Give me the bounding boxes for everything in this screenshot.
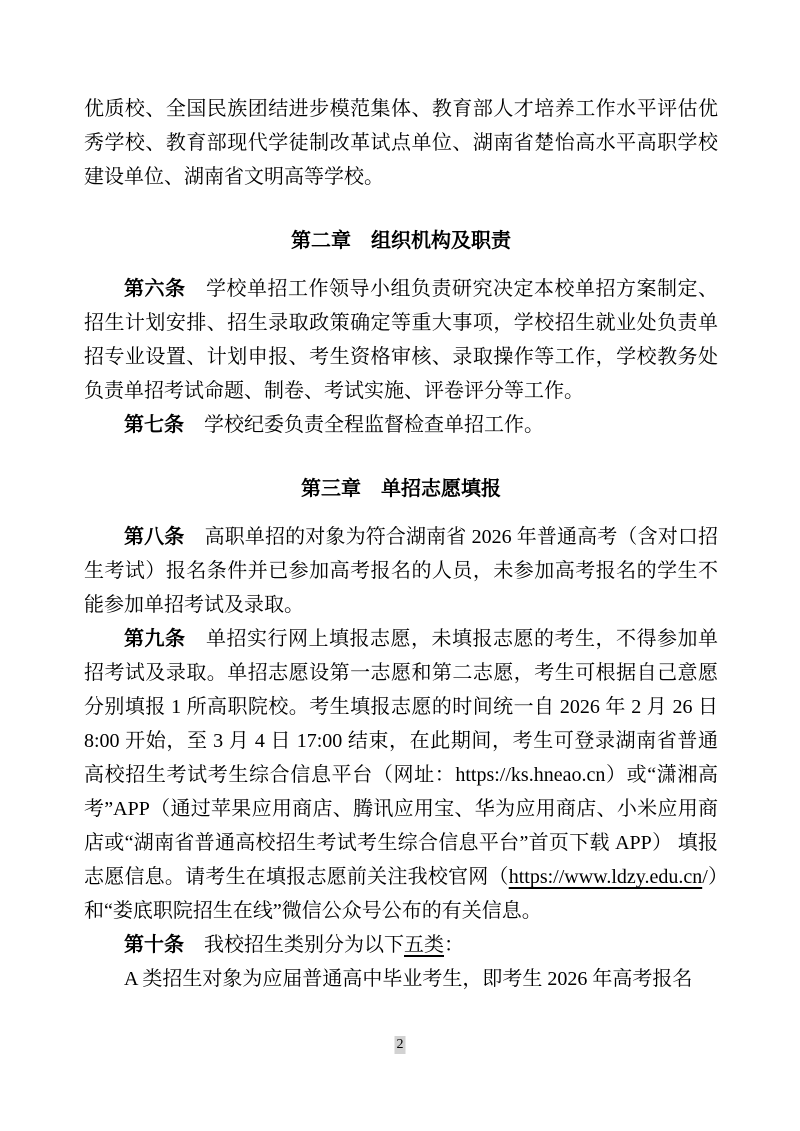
text-segment: 我校招生类别分为以下 xyxy=(184,934,404,956)
text-segment: 单招实行网上填报志愿，未填报志愿的考生，不得参加单招考试及录取。单招志愿设第一志愿和第二志愿，考生可根据自己意愿分别填报 1 所高职院校。考生填报志愿的时间统一自 2026 年 2 月 26 日 8:00 开始，至 3 月 4 日 17:00 结束，在此期间，考生可登录湖南省普通高校招生考试考生综合信息平台（网址：https://ks.hneao.cn）或“潇湘高考”APP（通过苹果应用商店、腾讯应用宝、华为应用商店、小米应用商店或“湖南省普通高校招生考试考生综合信息平台”首页下载 APP） 填报志愿信息。请考生在填报志愿前关注我校官网（ xyxy=(84,628,718,888)
article-8 xyxy=(84,520,718,622)
page-number: 2 xyxy=(396,1037,404,1052)
school-website-url: https://www.ldzy.edu.cn xyxy=(508,866,703,888)
text-segment: 第七条 xyxy=(124,414,184,436)
text-segment: 第六条 xyxy=(124,278,186,300)
article-6 xyxy=(84,272,718,408)
text-segment: 学校纪委负责全程监督检查单招工作。 xyxy=(184,414,544,436)
honors-list-continued xyxy=(84,92,718,194)
category-a-line xyxy=(84,962,718,996)
text-segment: 第三章 单招志愿填报 xyxy=(301,478,501,500)
chapter-2-heading xyxy=(84,224,718,258)
text-segment: ： xyxy=(444,934,464,956)
five-categories-underlined: 五类 xyxy=(404,934,444,956)
article-9 xyxy=(84,622,718,928)
text-segment: 第九条 xyxy=(124,628,186,650)
text-segment: 学校单招工作领导小组负责研究决定本校单招方案制定、招生计划安排、招生录取政策确定等重大事项，学校招生就业处负责单招专业设置、计划申报、考生资格审核、录取操作等工作，学校教务处负责单招考试命题、制卷、考试实施、评卷评分等工作。 xyxy=(84,278,718,402)
text-segment: 第十条 xyxy=(124,934,184,956)
document-body xyxy=(84,92,718,996)
text-segment: A 类招生对象为应届普通高中毕业考生，即考生 2026 年高考报名 xyxy=(124,968,693,990)
text-segment: /）和“娄底职院招生在线”微信公众号公布的有关信息。 xyxy=(84,866,718,922)
text-segment: 高职单招的对象为符合湖南省 2026 年普通高考（含对口招生考试）报名条件并已参加高考报名的人员，未参加高考报名的学生不能参加单招考试及录取。 xyxy=(84,526,719,616)
text-segment: 优质校、全国民族团结进步模范集体、教育部人才培养工作水平评估优秀学校、教育部现代学徒制改革试点单位、湖南省楚怡高水平高职学校建设单位、湖南省文明高等学校。 xyxy=(84,98,718,188)
article-10 xyxy=(84,928,718,962)
text-segment: 第八条 xyxy=(124,526,185,548)
text-segment: 第二章 组织机构及职责 xyxy=(291,230,511,252)
article-7 xyxy=(84,408,718,442)
chapter-3-heading xyxy=(84,472,718,506)
